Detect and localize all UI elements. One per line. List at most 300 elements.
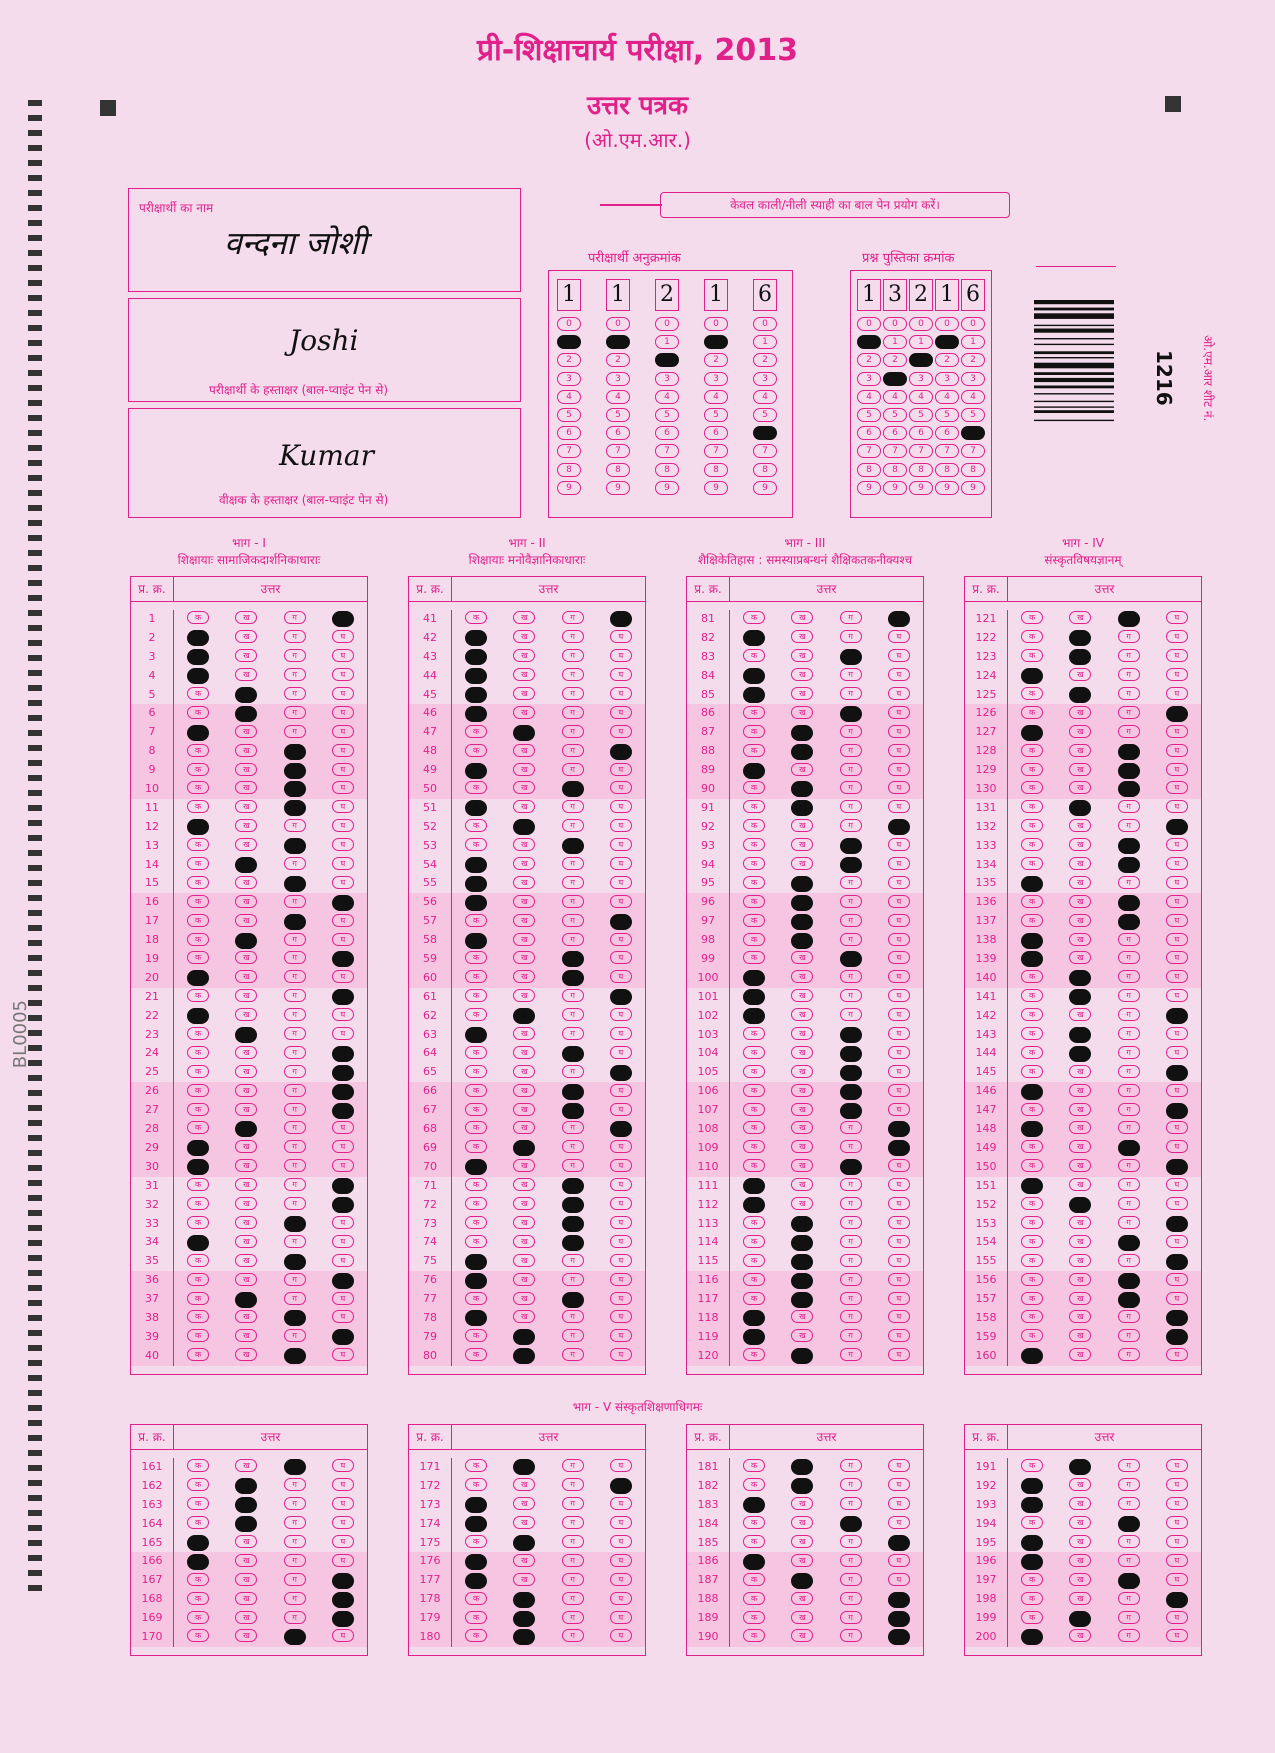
answer-bubble[interactable]: क	[465, 763, 487, 779]
answer-bubble[interactable]: ख	[791, 781, 813, 797]
answer-bubble[interactable]: ख	[1069, 744, 1091, 757]
answer-bubble[interactable]: ख	[791, 1535, 813, 1548]
answer-bubble[interactable]: क	[743, 800, 765, 813]
answer-bubble[interactable]: क	[743, 706, 765, 719]
answer-bubble[interactable]: क	[187, 630, 209, 646]
answer-bubble[interactable]: घ	[332, 611, 354, 627]
digit-bubble[interactable]: 2	[557, 353, 581, 367]
answer-bubble[interactable]: घ	[332, 970, 354, 983]
answer-bubble[interactable]: क	[187, 706, 209, 719]
answer-bubble[interactable]: घ	[1166, 970, 1188, 983]
answer-bubble[interactable]: ग	[1118, 744, 1140, 760]
answer-bubble[interactable]: क	[465, 1459, 487, 1472]
answer-bubble[interactable]: ग	[840, 687, 862, 700]
digit-bubble[interactable]: 6	[557, 426, 581, 440]
answer-bubble[interactable]: ग	[1118, 1478, 1140, 1491]
answer-bubble[interactable]: ग	[284, 1178, 306, 1191]
answer-bubble[interactable]: ख	[513, 989, 535, 1002]
answer-bubble[interactable]: ख	[235, 1554, 257, 1567]
answer-bubble[interactable]: ख	[1069, 989, 1091, 1005]
answer-bubble[interactable]: ख	[235, 763, 257, 776]
answer-bubble[interactable]: ग	[1118, 1629, 1140, 1642]
answer-bubble[interactable]: ख	[791, 914, 813, 930]
answer-bubble[interactable]: ख	[513, 1046, 535, 1059]
answer-bubble[interactable]: ख	[791, 649, 813, 662]
answer-bubble[interactable]: घ	[888, 819, 910, 835]
answer-bubble[interactable]: ग	[840, 1046, 862, 1062]
answer-bubble[interactable]: ग	[284, 989, 306, 1002]
answer-bubble[interactable]: ख	[235, 706, 257, 722]
digit-bubble[interactable]: 1	[606, 335, 630, 349]
answer-bubble[interactable]: क	[743, 951, 765, 964]
answer-bubble[interactable]: घ	[1166, 668, 1188, 681]
answer-bubble[interactable]: घ	[610, 1084, 632, 1097]
answer-bubble[interactable]: ग	[284, 1235, 306, 1248]
answer-bubble[interactable]: क	[743, 1178, 765, 1194]
digit-bubble[interactable]: 6	[935, 426, 959, 440]
answer-bubble[interactable]: ग	[284, 630, 306, 643]
answer-bubble[interactable]: क	[465, 895, 487, 911]
answer-bubble[interactable]: ख	[513, 800, 535, 813]
answer-bubble[interactable]: ख	[513, 1292, 535, 1305]
answer-bubble[interactable]: घ	[1166, 781, 1188, 794]
digit-bubble[interactable]: 8	[704, 463, 728, 477]
answer-bubble[interactable]: क	[187, 763, 209, 776]
answer-bubble[interactable]: क	[465, 800, 487, 816]
answer-bubble[interactable]: घ	[332, 1273, 354, 1289]
answer-bubble[interactable]: ग	[840, 819, 862, 832]
answer-bubble[interactable]: ख	[1069, 1140, 1091, 1153]
answer-bubble[interactable]: क	[465, 1235, 487, 1248]
answer-bubble[interactable]: क	[187, 725, 209, 741]
answer-bubble[interactable]: ग	[284, 1008, 306, 1021]
answer-bubble[interactable]: क	[187, 1478, 209, 1491]
answer-bubble[interactable]: ग	[284, 1573, 306, 1586]
answer-bubble[interactable]: घ	[888, 1216, 910, 1229]
answer-bubble[interactable]: क	[1021, 725, 1043, 741]
answer-bubble[interactable]: ख	[1069, 857, 1091, 870]
answer-bubble[interactable]: घ	[1166, 895, 1188, 908]
answer-bubble[interactable]: घ	[1166, 1197, 1188, 1210]
answer-bubble[interactable]: ख	[791, 857, 813, 870]
answer-bubble[interactable]: घ	[888, 1235, 910, 1248]
digit-bubble[interactable]: 5	[883, 408, 907, 422]
answer-bubble[interactable]: ग	[562, 611, 584, 624]
answer-bubble[interactable]: घ	[1166, 819, 1188, 835]
digit-bubble[interactable]: 0	[606, 317, 630, 331]
answer-bubble[interactable]: घ	[332, 1459, 354, 1472]
answer-bubble[interactable]: ख	[235, 819, 257, 832]
answer-bubble[interactable]: घ	[610, 819, 632, 832]
answer-bubble[interactable]: ख	[791, 1516, 813, 1529]
answer-bubble[interactable]: घ	[332, 951, 354, 967]
answer-bubble[interactable]: क	[465, 1592, 487, 1605]
answer-bubble[interactable]: क	[743, 668, 765, 684]
answer-bubble[interactable]: ग	[1118, 1497, 1140, 1510]
answer-bubble[interactable]: ख	[235, 1592, 257, 1605]
digit-bubble[interactable]: 3	[857, 372, 881, 386]
answer-bubble[interactable]: ग	[562, 933, 584, 946]
answer-bubble[interactable]: घ	[610, 1254, 632, 1267]
answer-bubble[interactable]: घ	[610, 857, 632, 870]
answer-bubble[interactable]: क	[1021, 1084, 1043, 1100]
answer-bubble[interactable]: ग	[1118, 857, 1140, 873]
answer-bubble[interactable]: क	[187, 781, 209, 794]
answer-bubble[interactable]: ख	[513, 1235, 535, 1248]
digit-bubble[interactable]: 1	[753, 335, 777, 349]
answer-bubble[interactable]: घ	[1166, 1273, 1188, 1286]
answer-bubble[interactable]: ख	[791, 1459, 813, 1475]
answer-bubble[interactable]: क	[743, 1592, 765, 1605]
answer-bubble[interactable]: घ	[610, 1065, 632, 1081]
answer-bubble[interactable]: घ	[332, 1121, 354, 1134]
answer-bubble[interactable]: ग	[1118, 630, 1140, 643]
answer-bubble[interactable]: क	[187, 970, 209, 986]
digit-bubble[interactable]: 1	[655, 335, 679, 349]
answer-bubble[interactable]: ग	[1118, 649, 1140, 662]
answer-bubble[interactable]: घ	[888, 970, 910, 983]
answer-bubble[interactable]: ख	[513, 1459, 535, 1475]
answer-bubble[interactable]: क	[187, 1629, 209, 1642]
answer-bubble[interactable]: क	[1021, 1310, 1043, 1323]
answer-bubble[interactable]: घ	[610, 1611, 632, 1624]
answer-bubble[interactable]: घ	[1166, 1027, 1188, 1040]
answer-bubble[interactable]: ख	[235, 630, 257, 643]
answer-bubble[interactable]: घ	[610, 630, 632, 643]
answer-bubble[interactable]: ख	[235, 781, 257, 794]
digit-bubble[interactable]: 6	[655, 426, 679, 440]
answer-bubble[interactable]: ग	[284, 1159, 306, 1172]
answer-bubble[interactable]: क	[465, 1329, 487, 1342]
answer-bubble[interactable]: ग	[562, 838, 584, 854]
answer-bubble[interactable]: घ	[332, 876, 354, 889]
answer-bubble[interactable]: ग	[562, 876, 584, 889]
answer-bubble[interactable]: क	[743, 611, 765, 624]
answer-bubble[interactable]: ग	[284, 725, 306, 738]
answer-bubble[interactable]: ख	[235, 800, 257, 813]
answer-bubble[interactable]: क	[465, 1292, 487, 1305]
answer-bubble[interactable]: ख	[513, 687, 535, 700]
answer-bubble[interactable]: ख	[1069, 895, 1091, 908]
answer-bubble[interactable]: ग	[284, 895, 306, 908]
answer-bubble[interactable]: घ	[1166, 989, 1188, 1002]
answer-bubble[interactable]: घ	[888, 1027, 910, 1040]
answer-bubble[interactable]: घ	[888, 1310, 910, 1323]
answer-bubble[interactable]: घ	[332, 800, 354, 813]
answer-bubble[interactable]: ख	[791, 763, 813, 776]
answer-bubble[interactable]: घ	[888, 876, 910, 889]
digit-bubble[interactable]: 0	[655, 317, 679, 331]
answer-bubble[interactable]: ख	[235, 1084, 257, 1097]
digit-bubble[interactable]: 4	[909, 390, 933, 404]
answer-bubble[interactable]: ख	[235, 1216, 257, 1229]
answer-bubble[interactable]: ग	[1118, 706, 1140, 719]
answer-bubble[interactable]: क	[743, 1065, 765, 1078]
answer-bubble[interactable]: ग	[284, 838, 306, 854]
answer-bubble[interactable]: घ	[1166, 1592, 1188, 1608]
digit-bubble[interactable]: 0	[935, 317, 959, 331]
answer-bubble[interactable]: ग	[840, 933, 862, 946]
answer-bubble[interactable]: घ	[1166, 1310, 1188, 1326]
digit-bubble[interactable]: 2	[883, 353, 907, 367]
answer-bubble[interactable]: ख	[791, 819, 813, 832]
answer-bubble[interactable]: घ	[610, 1459, 632, 1472]
answer-bubble[interactable]: ख	[513, 1197, 535, 1210]
answer-bubble[interactable]: क	[187, 819, 209, 835]
answer-bubble[interactable]: घ	[332, 1554, 354, 1567]
answer-bubble[interactable]: क	[465, 914, 487, 927]
answer-bubble[interactable]: क	[743, 819, 765, 832]
answer-bubble[interactable]: ग	[562, 1008, 584, 1021]
answer-bubble[interactable]: ख	[1069, 1216, 1091, 1229]
answer-bubble[interactable]: घ	[888, 857, 910, 870]
answer-bubble[interactable]: ग	[562, 800, 584, 813]
digit-bubble[interactable]: 9	[857, 481, 881, 495]
answer-bubble[interactable]: ग	[1118, 668, 1140, 681]
answer-bubble[interactable]: ग	[284, 1216, 306, 1232]
digit-bubble[interactable]: 3	[753, 372, 777, 386]
answer-bubble[interactable]: ग	[562, 781, 584, 797]
answer-bubble[interactable]: क	[1021, 1459, 1043, 1472]
answer-bubble[interactable]: क	[187, 1535, 209, 1551]
answer-bubble[interactable]: घ	[888, 1592, 910, 1608]
answer-bubble[interactable]: ग	[840, 1573, 862, 1586]
answer-bubble[interactable]: ग	[840, 1554, 862, 1567]
answer-bubble[interactable]: क	[465, 1159, 487, 1175]
answer-bubble[interactable]: ग	[1118, 914, 1140, 930]
answer-bubble[interactable]: घ	[1166, 1084, 1188, 1097]
answer-bubble[interactable]: क	[743, 1027, 765, 1040]
answer-bubble[interactable]: क	[187, 1216, 209, 1229]
answer-bubble[interactable]: ग	[562, 1235, 584, 1251]
answer-bubble[interactable]: ख	[1069, 763, 1091, 776]
answer-bubble[interactable]: घ	[610, 933, 632, 946]
answer-bubble[interactable]: क	[465, 933, 487, 949]
digit-bubble[interactable]: 8	[655, 463, 679, 477]
answer-bubble[interactable]: ग	[1118, 876, 1140, 889]
answer-bubble[interactable]: ख	[513, 819, 535, 835]
answer-bubble[interactable]: क	[1021, 800, 1043, 813]
answer-bubble[interactable]: ग	[840, 781, 862, 794]
answer-bubble[interactable]: क	[187, 1121, 209, 1134]
answer-bubble[interactable]: घ	[888, 838, 910, 851]
answer-bubble[interactable]: क	[1021, 781, 1043, 794]
digit-bubble[interactable]: 2	[655, 353, 679, 367]
answer-bubble[interactable]: क	[465, 1254, 487, 1270]
digit-bubble[interactable]: 3	[606, 372, 630, 386]
answer-bubble[interactable]: क	[743, 649, 765, 662]
answer-bubble[interactable]: ख	[235, 838, 257, 851]
digit-bubble[interactable]: 2	[961, 353, 985, 367]
digit-bubble[interactable]: 9	[961, 481, 985, 495]
answer-bubble[interactable]: क	[743, 1084, 765, 1097]
answer-bubble[interactable]: घ	[1166, 838, 1188, 851]
answer-bubble[interactable]: क	[187, 1027, 209, 1040]
answer-bubble[interactable]: घ	[1166, 1254, 1188, 1270]
answer-bubble[interactable]: क	[743, 630, 765, 646]
answer-bubble[interactable]: क	[743, 781, 765, 794]
answer-bubble[interactable]: ख	[513, 1592, 535, 1608]
answer-bubble[interactable]: ग	[1118, 687, 1140, 700]
answer-bubble[interactable]: ग	[562, 763, 584, 776]
answer-bubble[interactable]: ख	[513, 630, 535, 643]
answer-bubble[interactable]: ख	[513, 1178, 535, 1191]
answer-bubble[interactable]: क	[465, 611, 487, 624]
answer-bubble[interactable]: घ	[332, 687, 354, 700]
answer-bubble[interactable]: घ	[888, 630, 910, 643]
answer-bubble[interactable]: घ	[332, 1310, 354, 1323]
answer-bubble[interactable]: क	[743, 1235, 765, 1248]
answer-bubble[interactable]: क	[187, 1178, 209, 1191]
answer-bubble[interactable]: क	[743, 1273, 765, 1286]
answer-bubble[interactable]: ग	[284, 1592, 306, 1605]
answer-bubble[interactable]: घ	[888, 989, 910, 1002]
answer-bubble[interactable]: क	[187, 1573, 209, 1586]
answer-bubble[interactable]: क	[1021, 706, 1043, 719]
digit-bubble[interactable]: 7	[606, 444, 630, 458]
answer-bubble[interactable]: क	[743, 1611, 765, 1624]
answer-bubble[interactable]: क	[465, 1611, 487, 1624]
answer-bubble[interactable]: ख	[513, 725, 535, 741]
answer-bubble[interactable]: ख	[513, 611, 535, 624]
answer-bubble[interactable]: घ	[332, 1535, 354, 1548]
answer-bubble[interactable]: ग	[840, 800, 862, 813]
answer-bubble[interactable]: क	[743, 1008, 765, 1024]
answer-bubble[interactable]: क	[1021, 1197, 1043, 1210]
digit-bubble[interactable]: 8	[961, 463, 985, 477]
answer-bubble[interactable]: ख	[235, 744, 257, 757]
digit-bubble[interactable]: 6	[883, 426, 907, 440]
digit-bubble[interactable]: 3	[935, 372, 959, 386]
answer-bubble[interactable]: ग	[840, 1103, 862, 1119]
answer-bubble[interactable]: घ	[888, 1629, 910, 1645]
answer-bubble[interactable]: ग	[840, 970, 862, 983]
answer-bubble[interactable]: ग	[1118, 1159, 1140, 1172]
answer-bubble[interactable]: घ	[610, 1348, 632, 1361]
answer-bubble[interactable]: ग	[284, 970, 306, 983]
answer-bubble[interactable]: घ	[1166, 1348, 1188, 1361]
answer-bubble[interactable]: क	[187, 1348, 209, 1361]
answer-bubble[interactable]: क	[187, 1254, 209, 1267]
answer-bubble[interactable]: ख	[1069, 668, 1091, 681]
answer-bubble[interactable]: ख	[235, 1611, 257, 1624]
answer-bubble[interactable]: ख	[513, 744, 535, 757]
answer-bubble[interactable]: क	[465, 1478, 487, 1491]
answer-bubble[interactable]: ग	[840, 763, 862, 776]
answer-bubble[interactable]: घ	[610, 649, 632, 662]
answer-bubble[interactable]: ख	[235, 1235, 257, 1248]
answer-bubble[interactable]: ख	[513, 1084, 535, 1097]
answer-bubble[interactable]: ग	[562, 989, 584, 1002]
answer-bubble[interactable]: घ	[888, 1573, 910, 1586]
answer-bubble[interactable]: ग	[1118, 781, 1140, 797]
digit-bubble[interactable]: 3	[961, 372, 985, 386]
answer-bubble[interactable]: ख	[513, 838, 535, 851]
answer-bubble[interactable]: ग	[1118, 1535, 1140, 1548]
answer-bubble[interactable]: ख	[513, 933, 535, 946]
answer-bubble[interactable]: घ	[1166, 1629, 1188, 1642]
answer-bubble[interactable]: घ	[332, 1065, 354, 1081]
answer-bubble[interactable]: ग	[1118, 1273, 1140, 1289]
answer-bubble[interactable]: ख	[513, 857, 535, 870]
answer-bubble[interactable]: क	[187, 687, 209, 700]
digit-bubble[interactable]: 7	[857, 444, 881, 458]
answer-bubble[interactable]: घ	[610, 687, 632, 700]
answer-bubble[interactable]: क	[465, 989, 487, 1002]
answer-bubble[interactable]: घ	[888, 895, 910, 908]
answer-bubble[interactable]: क	[1021, 1329, 1043, 1342]
answer-bubble[interactable]: घ	[1166, 706, 1188, 722]
answer-bubble[interactable]: ख	[235, 857, 257, 873]
answer-bubble[interactable]: घ	[888, 1554, 910, 1567]
answer-bubble[interactable]: ख	[1069, 838, 1091, 851]
answer-bubble[interactable]: घ	[1166, 914, 1188, 927]
answer-bubble[interactable]: घ	[610, 1197, 632, 1210]
digit-bubble[interactable]: 6	[606, 426, 630, 440]
answer-bubble[interactable]: क	[187, 1140, 209, 1156]
answer-bubble[interactable]: ग	[840, 630, 862, 643]
answer-bubble[interactable]: ख	[791, 970, 813, 983]
answer-bubble[interactable]: ख	[791, 838, 813, 851]
answer-bubble[interactable]: क	[1021, 933, 1043, 949]
answer-bubble[interactable]: ग	[840, 1292, 862, 1305]
answer-bubble[interactable]: क	[187, 1497, 209, 1510]
answer-bubble[interactable]: ख	[235, 1497, 257, 1513]
answer-bubble[interactable]: ख	[1069, 781, 1091, 794]
answer-bubble[interactable]: क	[743, 970, 765, 986]
answer-bubble[interactable]: क	[743, 1629, 765, 1642]
answer-bubble[interactable]: ख	[513, 1497, 535, 1510]
digit-bubble[interactable]: 8	[909, 463, 933, 477]
digit-bubble[interactable]: 3	[883, 372, 907, 386]
answer-bubble[interactable]: क	[187, 1516, 209, 1529]
answer-bubble[interactable]: ख	[1069, 1348, 1091, 1361]
answer-bubble[interactable]: ख	[791, 1592, 813, 1605]
answer-bubble[interactable]: क	[1021, 819, 1043, 832]
answer-bubble[interactable]: घ	[332, 1084, 354, 1100]
answer-bubble[interactable]: घ	[888, 781, 910, 794]
answer-bubble[interactable]: ख	[791, 1065, 813, 1078]
answer-bubble[interactable]: घ	[1166, 1292, 1188, 1305]
answer-bubble[interactable]: घ	[610, 1216, 632, 1229]
answer-bubble[interactable]: ग	[840, 1459, 862, 1472]
answer-bubble[interactable]: क	[743, 1573, 765, 1586]
answer-bubble[interactable]: क	[465, 1084, 487, 1097]
answer-bubble[interactable]: ख	[1069, 1121, 1091, 1134]
answer-bubble[interactable]: क	[187, 744, 209, 757]
answer-bubble[interactable]: घ	[1166, 1140, 1188, 1153]
answer-bubble[interactable]: क	[743, 895, 765, 908]
answer-bubble[interactable]: क	[1021, 763, 1043, 776]
answer-bubble[interactable]: घ	[332, 1611, 354, 1627]
digit-bubble[interactable]: 0	[857, 317, 881, 331]
answer-bubble[interactable]: ग	[840, 1121, 862, 1134]
answer-bubble[interactable]: ग	[562, 914, 584, 927]
answer-bubble[interactable]: ग	[562, 1273, 584, 1286]
answer-bubble[interactable]: क	[1021, 1140, 1043, 1153]
answer-bubble[interactable]: घ	[332, 1329, 354, 1345]
answer-bubble[interactable]: ग	[562, 1065, 584, 1078]
digit-bubble[interactable]: 6	[704, 426, 728, 440]
answer-bubble[interactable]: ख	[513, 1535, 535, 1551]
answer-bubble[interactable]: क	[1021, 1497, 1043, 1513]
digit-bubble[interactable]: 9	[883, 481, 907, 495]
answer-bubble[interactable]: घ	[888, 951, 910, 964]
answer-bubble[interactable]: ग	[284, 1310, 306, 1326]
answer-bubble[interactable]: ख	[235, 1310, 257, 1323]
digit-bubble[interactable]: 2	[704, 353, 728, 367]
digit-bubble[interactable]: 0	[753, 317, 777, 331]
